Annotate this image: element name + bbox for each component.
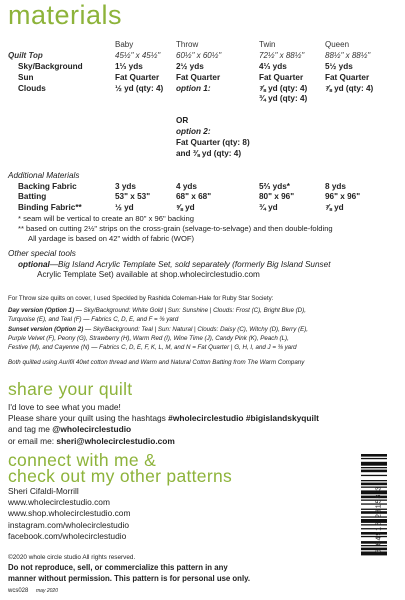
website-link[interactable]: www.wholecirclestudio.com: [8, 497, 110, 508]
sun-throw: Fat Quarter: [176, 72, 221, 82]
barcode-bar: [361, 536, 387, 537]
clouds-label: Clouds: [18, 83, 46, 93]
option2-line1-row: [8, 138, 395, 149]
connect-heading-line2: check out my other patterns: [8, 466, 233, 486]
backing-row: [8, 182, 395, 193]
header-baby: Baby: [115, 40, 134, 49]
batting-throw: 68" x 68": [176, 192, 212, 202]
materials-table: [8, 40, 395, 214]
size-header-row: [8, 40, 395, 51]
backing-baby: 3 yds: [115, 181, 136, 191]
clouds-row: [8, 84, 395, 95]
quilt-top-label: Quilt Top: [8, 50, 43, 60]
barcode: [361, 450, 397, 594]
barcode-bar: [361, 532, 387, 535]
binding-twin: ¾ yd: [259, 203, 278, 213]
share-line3: and tag me: [8, 424, 53, 435]
barcode-bar: [361, 519, 387, 523]
connect-heading-line1: connect with me &: [8, 450, 157, 470]
other-tools-label: Other special tools: [8, 249, 76, 258]
backing-queen: 8 yds: [325, 181, 346, 191]
sun-twin: Fat Quarter: [259, 72, 304, 82]
sunset-version-label: Sunset version (Option 2): [8, 326, 84, 334]
barcode-bar: [361, 503, 387, 504]
sun-baby: Fat Quarter: [115, 72, 160, 82]
binding-label: Binding Fabric**: [18, 203, 82, 213]
binding-throw: ⅝ yd: [176, 203, 195, 213]
sun-row: [8, 73, 395, 84]
facebook-link[interactable]: facebook.com/wholecirclestudio: [8, 530, 127, 541]
dimension-row: [8, 51, 395, 62]
batting-baby: 53" x 53": [115, 192, 151, 202]
barcode-bar: [361, 496, 387, 499]
clouds-twin-extra: ¾ yd (qty: 4): [259, 94, 308, 104]
usage-warning: [8, 563, 250, 584]
sky-label: Sky/Background: [18, 61, 83, 71]
sky-queen: 5½ yds: [325, 61, 353, 71]
sunset-version-line2: Purple Velvet (F), Peony (G), Strawberry (H), Warm Red (I), Wine Time (J), Candy Pink (K), Peach (L),: [8, 335, 289, 343]
or-row: [8, 116, 395, 127]
size-throw: 60½" x 60½": [176, 50, 222, 60]
backing-twin: 5⅔ yds*: [259, 181, 290, 191]
batting-twin: 80" x 96": [259, 192, 295, 202]
barcode-bar: [361, 524, 387, 525]
other-tools-line1: —Big Island Acrylic Template Set, sold separately (formerly Big Island Sunset: [49, 259, 331, 269]
barcode-bar: [361, 545, 387, 546]
sky-twin: 4⅓ yds: [259, 61, 287, 71]
barcode-bar: [361, 487, 387, 488]
sky-baby: 1⅓ yds: [115, 61, 143, 71]
barcode-bar: [361, 454, 387, 457]
warning-line2: manner without permission. This pattern is for personal use only.: [8, 573, 251, 583]
warning-line1: Do not reproduce, sell, or commercialize this pattern in any: [8, 563, 228, 572]
size-baby: 45½" x 45½": [115, 50, 161, 60]
option2-row: [8, 127, 395, 138]
barcode-bar: [361, 458, 387, 459]
other-tools: [8, 249, 330, 281]
sky-row: [8, 62, 395, 73]
sun-label: Sun: [18, 72, 34, 82]
barcode-bar: [361, 490, 387, 494]
share-heading: share your quilt: [8, 379, 133, 399]
share-line2: Please share your quilt using the hashtags: [8, 413, 169, 424]
binding-baby: ½ yd: [115, 203, 134, 213]
clouds-throw-option1: option 1:: [176, 83, 211, 93]
backing-label: Backing Fabric: [18, 181, 77, 191]
instagram-link[interactable]: instagram.com/wholecirclestudio: [8, 519, 130, 530]
option2-line2-row: [8, 149, 395, 160]
other-tools-line2: Acrylic Template Set) available at shop.wholecirclestudio.com: [37, 270, 260, 279]
cover-fabric-notes: [8, 295, 308, 368]
batting-label: Batting: [18, 192, 47, 202]
header-throw: Throw: [176, 40, 199, 49]
barcode-bar: [361, 480, 387, 481]
pattern-number: wcs028: [8, 588, 29, 594]
share-text: [8, 402, 319, 447]
backing-throw: 4 yds: [176, 181, 197, 191]
share-line4: or email me:: [8, 435, 57, 446]
optional-label: optional: [18, 259, 50, 269]
option2-label: option 2:: [176, 127, 211, 137]
sky-throw: 2½ yds: [176, 61, 204, 71]
header-queen: Queen: [325, 40, 350, 49]
barcode-bar: [361, 500, 387, 501]
barcode-bar: [361, 462, 387, 466]
day-version-line1: — Sky/Background: White Gold | Sun: Sunshine | Clouds: Frost (C), Bright Blue (D),: [74, 306, 306, 314]
size-twin: 72½" x 88½": [259, 50, 305, 60]
barcode-bar: [361, 509, 387, 510]
materials-title: materials: [8, 0, 123, 30]
clouds-baby: ½ yd (qty: 4): [115, 83, 164, 93]
barcode-bar: [361, 511, 387, 514]
footnote-3: All yardage is based on 42" width of fabric (WOF): [28, 234, 195, 243]
sunset-version-line1: — Sky/Background: Teal | Sun: Natural | Clouds: Daisy (C), Witchy (D), Berry (E),: [83, 326, 309, 334]
pattern-code: [8, 587, 58, 595]
option2-line1: Fat Quarter (qty: 8): [176, 138, 250, 148]
pattern-date: may 2020: [36, 588, 58, 594]
or-label: OR: [176, 116, 189, 126]
binding-queen: ⅞ yd: [325, 203, 344, 213]
connect-heading: [8, 452, 232, 484]
barcode-bar: [361, 483, 387, 486]
copyright: ©2020 whole circle studio All rights reserved.: [8, 554, 136, 561]
clouds-row-extra: [8, 94, 395, 105]
clouds-queen: ⅞ yd (qty: 4): [325, 83, 374, 93]
barcode-bar: [361, 475, 387, 476]
hashtags: #wholecirclestudio #bigislandskyquilt: [168, 413, 319, 424]
barcode-bar: [361, 470, 387, 473]
quilting-note: Both quilted using Aurifil 40wt cotton thread and Warm and Natural Cotton Batting from The Warm Company: [8, 358, 305, 366]
footnote-2: ** based on cutting 2½" strips on the cross-grain (selvage-to-selvage) and then double-folding: [18, 224, 333, 233]
binding-row: [8, 203, 395, 214]
clouds-twin: ⅞ yd (qty: 4): [259, 83, 308, 93]
option2-line2: and ⅜ yd (qty: 4): [176, 148, 242, 158]
contact-email: sheri@wholecirclestudio.com: [56, 435, 175, 446]
barcode-bar: [361, 467, 387, 468]
cover-intro: For Throw size quilts on cover, I used Speckled by Rashida Coleman-Hale for Ruby Star Society:: [8, 295, 274, 302]
barcode-bar: [361, 528, 387, 529]
shop-link[interactable]: www.shop.wholecirclestudio.com: [8, 508, 131, 519]
size-queen: 88½" x 88½": [325, 50, 371, 60]
additional-label: Additional Materials: [8, 170, 80, 180]
sunset-version-line3: Festive (M), and Cayenne (N) — Fabrics C, D, E, F, K, L, M, and N = Fat Quarter | G, H, I, and J = ⅜ yard: [8, 343, 297, 351]
batting-row: [8, 192, 395, 203]
header-twin: Twin: [259, 40, 276, 49]
day-version-label: Day version (Option 1): [8, 306, 75, 314]
instagram-handle: @wholecirclestudio: [52, 424, 132, 435]
footnotes: [18, 214, 333, 244]
additional-header-row: [8, 171, 395, 182]
share-line1: I'd love to see what you made!: [8, 402, 121, 412]
batting-queen: 96" x 96": [325, 192, 361, 202]
sun-queen: Fat Quarter: [325, 72, 370, 82]
author-name: Sheri Cifaldi-Morrill: [8, 486, 79, 496]
connect-links: [8, 486, 130, 542]
barcode-bar: [361, 541, 387, 544]
barcode-bar: [361, 548, 387, 551]
barcode-bar: [361, 552, 387, 556]
barcode-digits: 6 64918 23158 3: [375, 485, 383, 554]
barcode-bar: [361, 516, 387, 517]
day-version-line2: Turquoise (E), and Teal (F) — Fabrics C, D, E, and F = ⅜ yard: [8, 315, 179, 323]
footnote-1: * seam will be vertical to create an 80" x 96" backing: [18, 214, 194, 223]
